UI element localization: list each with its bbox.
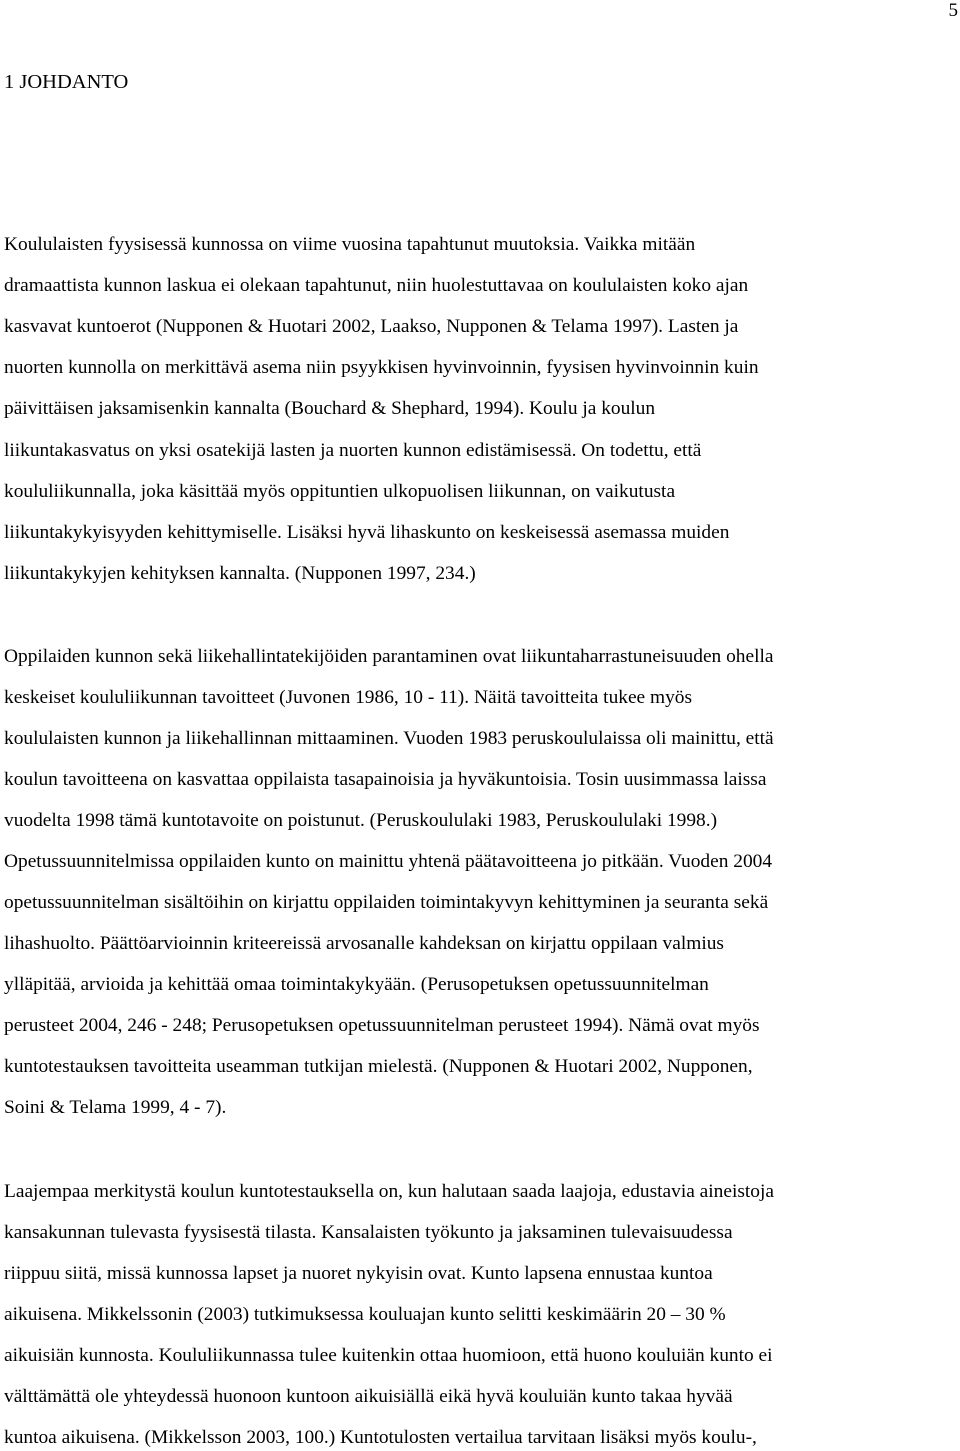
text-line: päivittäisen jaksamisenkin kannalta (Bouchard & Shephard, 1994). Koulu ja koulun xyxy=(4,398,656,419)
text-line: kansakunnan tulevasta fyysisestä tilasta. Kansalaisten työkunto ja jaksaminen tulevaisuudessa xyxy=(4,1222,733,1243)
text-line: Koululaisten fyysisessä kunnossa on viime vuosina tapahtunut muutoksia. Vaikka mitään xyxy=(4,234,696,255)
text-line: välttämättä ole yhteydessä huonoon kuntoon aikuisiällä eikä hyvä kouluiän kunto takaa hyvää xyxy=(4,1386,733,1407)
text-line: dramaattista kunnon laskua ei olekaan tapahtunut, niin huolestuttavaa on koululaisten koko ajan xyxy=(4,275,749,296)
text-line: koululaisten kunnon ja liikehallinnan mittaaminen. Vuoden 1983 peruskoululaissa oli mainittu, että xyxy=(4,728,774,749)
text-line: vuodelta 1998 tämä kuntotavoite on poistunut. (Peruskoululaki 1983, Peruskoululaki 1998.) xyxy=(4,810,718,831)
text-line: lihashuolto. Päättöarvioinnin kriteereissä arvosanalle kahdeksan on kirjattu oppilaan valmius xyxy=(4,933,724,954)
text-line: kuntotestauksen tavoitteita useamman tutkijan mielestä. (Nupponen & Huotari 2002, Nupponen, xyxy=(4,1056,753,1077)
text-line: kuntoa aikuisena. (Mikkelsson 2003, 100.) Kuntotulosten vertailua tarvitaan lisäksi myös koulu-, xyxy=(4,1427,757,1448)
text-line: koulun tavoitteena on kasvattaa oppilaista tasapainoisia ja hyväkuntoisia. Tosin uusimmassa laissa xyxy=(4,769,767,790)
text-line: nuorten kunnolla on merkittävä asema niin psyykkisen hyvinvoinnin, fyysisen hyvinvoinnin kuin xyxy=(4,357,759,378)
text-line: liikuntakykyisyyden kehittymiselle. Lisäksi hyvä lihaskunto on keskeisessä asemassa muiden xyxy=(4,522,730,543)
text-line: ylläpitää, arvioida ja kehittää omaa toimintakykyään. (Perusopetuksen opetussuunnitelman xyxy=(4,974,709,995)
text-line: kasvavat kuntoerot (Nupponen & Huotari 2002, Laakso, Nupponen & Telama 1997). Lasten ja xyxy=(4,316,739,337)
text-line: koululiikunnalla, joka käsittää myös oppituntien ulkopuolisen liikunnan, on vaikutusta xyxy=(4,481,676,502)
text-line: riippuu siitä, missä kunnossa lapset ja nuoret nykyisin ovat. Kunto lapsena ennustaa kuntoa xyxy=(4,1263,713,1284)
text-line: liikuntakykyjen kehityksen kannalta. (Nupponen 1997, 234.) xyxy=(4,563,476,584)
text-line: Laajempaa merkitystä koulun kuntotestauksella on, kun halutaan saada laajoja, edustavia aineistoja xyxy=(4,1181,774,1202)
text-line: aikuisena. Mikkelssonin (2003) tutkimuksessa kouluajan kunto selitti keskimäärin 20 – 30 % xyxy=(4,1304,726,1325)
text-line: keskeiset koululiikunnan tavoitteet (Juvonen 1986, 10 - 11). Näitä tavoitteita tukee myös xyxy=(4,687,693,708)
chapter-heading: 1 JOHDANTO xyxy=(4,71,129,93)
text-line: perusteet 2004, 246 - 248; Perusopetuksen opetussuunnitelman perusteet 1994). Nämä ovat myös xyxy=(4,1015,760,1036)
text-line: opetussuunnitelman sisältöihin on kirjattu oppilaiden toimintakyvyn kehittyminen ja seuranta sekä xyxy=(4,892,769,913)
text-line: Opetussuunnitelmissa oppilaiden kunto on mainittu yhtenä päätavoitteena jo pitkään. Vuoden 2004 xyxy=(4,851,773,872)
text-line: liikuntakasvatus on yksi osatekijä lasten ja nuorten kunnon edistämisessä. On todettu, että xyxy=(4,440,702,461)
text-line: aikuisiän kunnosta. Koululiikunnassa tulee kuitenkin ottaa huomioon, että huono kouluiän kunto ei xyxy=(4,1345,773,1366)
text-line: Oppilaiden kunnon sekä liikehallintatekijöiden parantaminen ovat liikuntaharrastuneisuuden ohella xyxy=(4,646,774,667)
page-number: 5 xyxy=(948,0,958,21)
text-line: Soini & Telama 1999, 4 - 7). xyxy=(4,1097,227,1118)
